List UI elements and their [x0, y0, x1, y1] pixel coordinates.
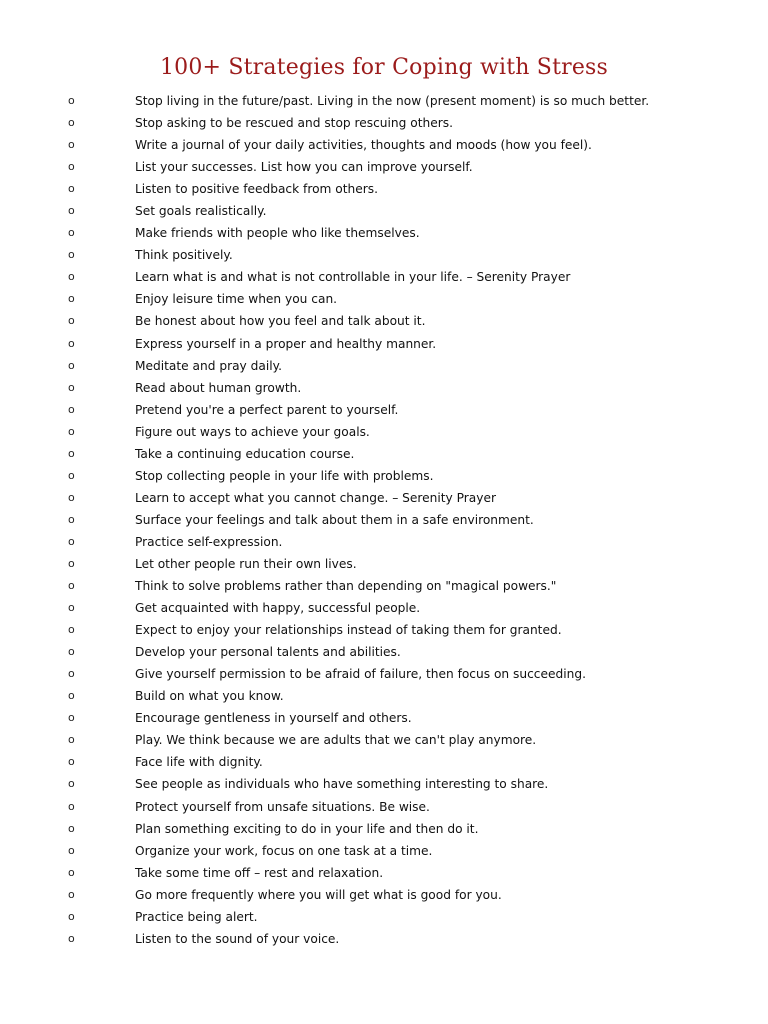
bullet-icon: o [68, 909, 75, 923]
list-item-text: Learn what is and what is not controllable in your life. – Serenity Prayer [135, 270, 571, 285]
list-item-text: Read about human growth. [135, 380, 302, 395]
list-item-text: Express yourself in a proper and healthy manner. [135, 336, 437, 351]
list-item-text: Get acquainted with happy, successful people. [135, 601, 421, 616]
bullet-icon: o [68, 623, 75, 637]
list-item [0, 266, 768, 288]
bullet-icon: o [68, 865, 75, 879]
list-item [0, 906, 768, 928]
list-item [0, 575, 768, 597]
bullet-icon: o [68, 667, 75, 681]
list-item [0, 509, 768, 531]
list-item-text: Be honest about how you feel and talk about it. [135, 314, 426, 329]
bullet-icon: o [68, 138, 75, 152]
bullet-icon: o [68, 843, 75, 857]
bullet-icon: o [68, 579, 75, 593]
list-item [0, 222, 768, 244]
list-item-text: Practice self-expression. [135, 534, 283, 549]
list-item [0, 355, 768, 377]
bullet-icon: o [68, 292, 75, 306]
list-item [0, 377, 768, 399]
list-item-text: Go more frequently where you will get what is good for you. [135, 887, 502, 902]
list-item [0, 553, 768, 575]
list-item [0, 156, 768, 178]
list-item [0, 928, 768, 950]
list-item-text: Play. We think because we are adults that we can't play anymore. [135, 733, 537, 748]
list-item-text: List your successes. List how you can improve yourself. [135, 160, 473, 175]
list-item [0, 619, 768, 641]
bullet-icon: o [68, 777, 75, 791]
list-item-text: Plan something exciting to do in your life and then do it. [135, 821, 479, 836]
list-item-text: Stop living in the future/past. Living in the now (present moment) is so much better. [135, 94, 650, 108]
bullet-icon: o [68, 182, 75, 196]
list-item [0, 399, 768, 421]
list-item [0, 443, 768, 465]
bullet-icon: o [68, 446, 75, 460]
list-item [0, 751, 768, 773]
bullet-icon: o [68, 336, 75, 350]
list-item [0, 244, 768, 266]
list-item-text: Listen to the sound of your voice. [135, 931, 340, 946]
bullet-icon: o [68, 931, 75, 945]
bullet-icon: o [68, 204, 75, 218]
bullet-icon: o [68, 512, 75, 526]
list-item [0, 487, 768, 509]
list-item-text: Pretend you're a perfect parent to yourself. [135, 402, 399, 417]
strategy-list [0, 90, 768, 950]
bullet-icon: o [68, 821, 75, 835]
bullet-icon: o [68, 755, 75, 769]
bullet-icon: o [68, 358, 75, 372]
list-item-text: Think to solve problems rather than depending on "magical powers." [135, 579, 557, 594]
list-item [0, 641, 768, 663]
list-item [0, 663, 768, 685]
list-item-text: Build on what you know. [135, 689, 284, 704]
list-item [0, 134, 768, 156]
list-item [0, 796, 768, 818]
list-item [0, 840, 768, 862]
bullet-icon: o [68, 689, 75, 703]
list-item [0, 707, 768, 729]
list-item [0, 112, 768, 134]
list-item [0, 773, 768, 795]
bullet-icon: o [68, 601, 75, 615]
page-title: 100+ Strategies for Coping with Stress [159, 55, 609, 80]
list-item [0, 685, 768, 707]
list-item-text: Develop your personal talents and abilities. [135, 645, 401, 660]
list-item-text: Figure out ways to achieve your goals. [135, 424, 370, 439]
list-item [0, 597, 768, 619]
bullet-icon: o [68, 424, 75, 438]
list-item-text: Face life with dignity. [135, 755, 263, 770]
list-item-text: Enjoy leisure time when you can. [135, 292, 338, 307]
list-item-text: Practice being alert. [135, 909, 258, 924]
list-item-text: Stop asking to be rescued and stop rescuing others. [135, 116, 453, 131]
bullet-icon: o [68, 160, 75, 174]
list-item-text: See people as individuals who have something interesting to share. [135, 777, 549, 792]
list-item [0, 200, 768, 222]
bullet-icon: o [68, 733, 75, 747]
list-item [0, 465, 768, 487]
list-item-text: Take some time off – rest and relaxation. [135, 865, 384, 880]
list-item [0, 818, 768, 840]
list-item [0, 310, 768, 332]
list-item-text: Listen to positive feedback from others. [135, 182, 378, 197]
list-item-text: Organize your work, focus on one task at a time. [135, 843, 433, 858]
bullet-icon: o [68, 645, 75, 659]
list-item-text: Protect yourself from unsafe situations. Be wise. [135, 799, 430, 814]
list-item-text: Think positively. [135, 248, 233, 263]
bullet-icon: o [68, 380, 75, 394]
bullet-icon: o [68, 226, 75, 240]
bullet-icon: o [68, 270, 75, 284]
list-item-text: Write a journal of your daily activities, thoughts and moods (how you feel). [135, 138, 592, 153]
bullet-icon: o [68, 248, 75, 262]
list-item [0, 90, 768, 112]
list-item [0, 531, 768, 553]
bullet-icon: o [68, 402, 75, 416]
bullet-icon: o [68, 490, 75, 504]
list-item [0, 884, 768, 906]
bullet-icon: o [68, 887, 75, 901]
list-item [0, 288, 768, 310]
list-item [0, 862, 768, 884]
bullet-icon: o [68, 314, 75, 328]
bullet-icon: o [68, 556, 75, 570]
list-item [0, 729, 768, 751]
list-item-text: Meditate and pray daily. [135, 358, 282, 373]
list-item [0, 178, 768, 200]
list-item-text: Learn to accept what you cannot change. – Serenity Prayer [135, 490, 496, 505]
bullet-icon: o [68, 711, 75, 725]
bullet-icon: o [68, 534, 75, 548]
bullet-icon: o [68, 468, 75, 482]
bullet-icon: o [68, 116, 75, 130]
list-item-text: Stop collecting people in your life with problems. [135, 468, 434, 483]
bullet-icon: o [68, 94, 75, 107]
list-item-text: Encourage gentleness in yourself and others. [135, 711, 412, 726]
list-item-text: Set goals realistically. [135, 204, 267, 219]
list-item-text: Give yourself permission to be afraid of failure, then focus on succeeding. [135, 667, 586, 682]
list-item [0, 333, 768, 355]
list-item-text: Expect to enjoy your relationships instead of taking them for granted. [135, 623, 562, 638]
bullet-icon: o [68, 799, 75, 813]
list-item [0, 421, 768, 443]
list-item-text: Take a continuing education course. [135, 446, 355, 461]
list-item-text: Make friends with people who like themselves. [135, 226, 420, 241]
list-item-text: Let other people run their own lives. [135, 556, 357, 571]
list-item-text: Surface your feelings and talk about them in a safe environment. [135, 512, 534, 527]
